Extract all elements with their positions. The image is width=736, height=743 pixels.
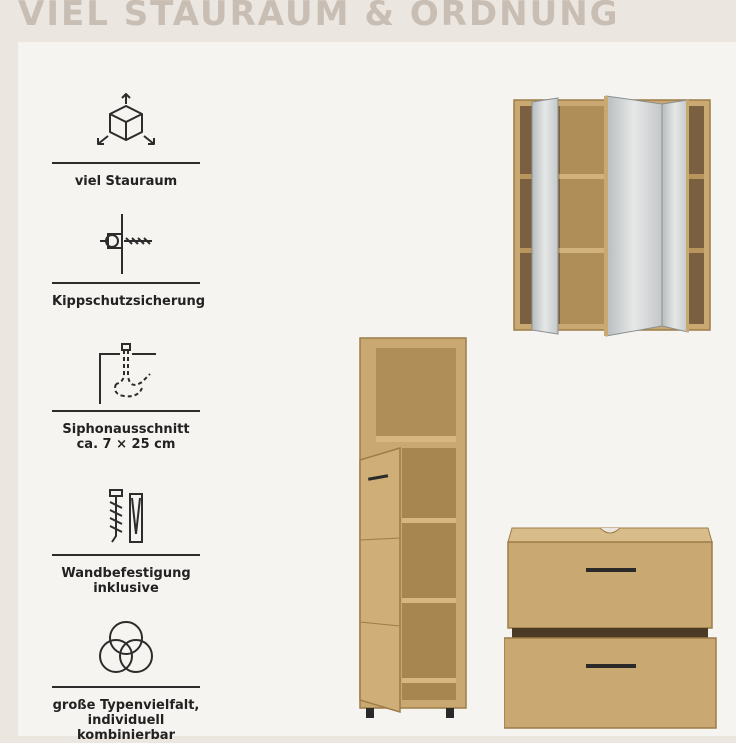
box-icon (94, 92, 158, 156)
feature-anti-tip (52, 212, 206, 309)
feature-label: Siphonausschnitt ca. 7 × 25 cm (62, 422, 190, 452)
anti-tip-icon (94, 212, 158, 276)
page-heading: VIEL STAURAUM & ORDNUNG (18, 0, 620, 34)
feature-siphon (52, 340, 200, 452)
siphon-icon (94, 340, 158, 404)
feature-storage (52, 92, 200, 189)
feature-divider (52, 282, 200, 284)
feature-divider (52, 410, 200, 412)
feature-divider (52, 554, 200, 556)
feature-variety (52, 616, 200, 743)
feature-label: Wandbefestigung inklusive (61, 566, 191, 596)
feature-wall-mounting (52, 484, 200, 596)
feature-label: viel Stauraum (74, 174, 178, 189)
feature-divider (52, 162, 200, 164)
tall-cabinet-image (356, 336, 472, 724)
variety-circles-icon (94, 616, 158, 680)
mirror-cabinet-image (510, 94, 716, 340)
vanity-unit-image (504, 516, 718, 730)
feature-divider (52, 686, 200, 688)
feature-label: Kippschutzsicherung (52, 294, 206, 309)
wall-mounting-icon (94, 484, 158, 548)
feature-label: große Typenvielfalt, individuell kombinierbar (52, 698, 200, 743)
